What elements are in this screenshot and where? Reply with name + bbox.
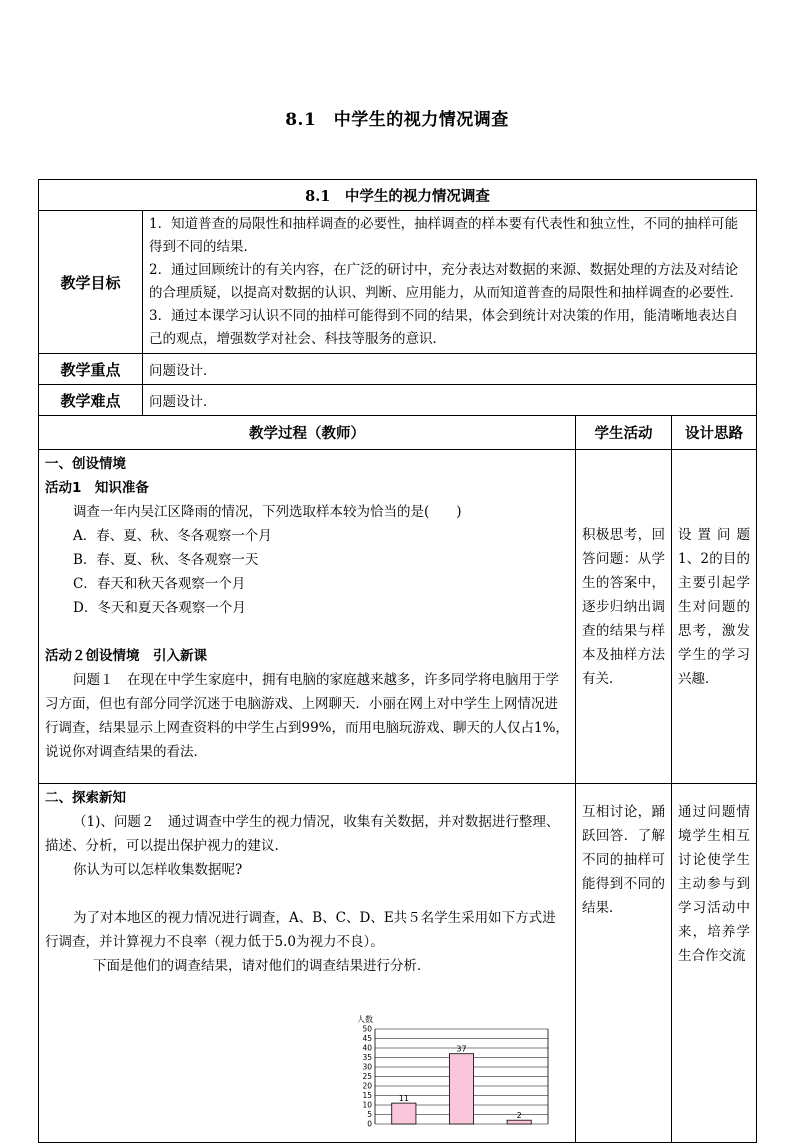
y-tick-label: 0 (367, 1119, 372, 1129)
objective-3: 3．通过本课学习认识不同的抽样可能得到不同的结果，体会到统计对决策的作用，能清晰地表达自己的观点，增强数学对社会、科技等服务的意识． (149, 308, 739, 347)
y-axis-label: 人数 (357, 1015, 373, 1024)
objectives-label: 教学目标 (39, 211, 143, 354)
bar-3 (507, 1120, 531, 1124)
y-tick-label: 25 (362, 1072, 372, 1081)
option-b: B．春、夏、秋、冬各观察一天 (73, 552, 259, 568)
data-label-3: 2 (516, 1111, 522, 1121)
data-label-1: 11 (398, 1094, 409, 1104)
activity2-title: 活动２创设情境 引入新课 (45, 648, 207, 664)
section1-design-idea: 设置问题1、2的目的主要引起学生对问题的思考，激发学生的学习兴趣． (672, 450, 757, 784)
y-tick-label: 5 (367, 1110, 372, 1119)
y-tick-label: 15 (362, 1091, 372, 1100)
objective-1: 1．知道普查的局限性和抽样调查的必要性，抽样调查的样本要有代表性和独立性，不同的抽样可能得到不同的结果． (149, 216, 739, 255)
section1-process-cell (39, 450, 576, 784)
section1-title: 一、创设情境 (45, 456, 126, 472)
activity1-question: 调查一年内吴江区降雨的情况，下列选取样本较为恰当的是( ) (73, 504, 462, 520)
difficulty-value: 问题设计． (143, 385, 757, 416)
y-tick-label: 20 (362, 1081, 372, 1091)
y-tick-label: 30 (362, 1062, 372, 1072)
objective-2: 2．通过回顾统计的有关内容，在广泛的研讨中，充分表达对数据的来源、数据处理的方法及对结论的合理质疑，以提高对数据的认识、判断、应用能力，从而知道普查的局限性和抽样调查的必要性． (149, 262, 743, 301)
y-tick-label: 35 (362, 1053, 372, 1062)
section1-student-activity: 积极思考，回答问题：从学生的答案中，逐步归纳出调查的结果与样本及抽样方法有关． (576, 450, 672, 784)
column-header-process: 教学过程（教师） (39, 416, 576, 450)
y-tick-label: 40 (362, 1043, 372, 1053)
y-tick-label: 10 (362, 1100, 372, 1110)
problem1-text: 问题１ 在现在中学生家庭中，拥有电脑的家庭越来越多，许多同学将电脑用于学习方面，但也有部分同学沉迷于电脑游戏、上网聊天．小丽在网上对中学生上网情况进行调查，结果显示上网查资料的中学生占到99%，而用电脑玩游戏、聊天的人仅占1%，说说你对调查结果的看法． (45, 672, 569, 760)
data-label-2: 37 (456, 1044, 467, 1054)
column-header-student: 学生活动 (576, 416, 672, 450)
key-point-value: 问题设计． (143, 354, 757, 385)
lesson-plan-table (38, 179, 757, 1143)
section2-process-cell (39, 784, 576, 1143)
section2-student-activity: 互相讨论，踊跃回答．了解不同的抽样可能得到不同的结果． (576, 784, 672, 1143)
section2-design-idea: 通过问题情境学生相互讨论使学生主动参与到学习活动中来，培养学生合作交流 (672, 784, 757, 1143)
table-header: 8.1 中学生的视力情况调查 (39, 180, 757, 211)
activity1-title: 活动1 知识准备 (45, 480, 149, 496)
collect-question: 你认为可以怎样收集数据呢? (73, 862, 243, 878)
survey-method-text: 为了对本地区的视力情况进行调查，A、B、C、D、E共５名学生采用如下方式进行调查，并计算视力不良率（视力低于5.0为视力不良）。 (45, 910, 556, 950)
bar-chart (345, 1014, 565, 1134)
bar-2 (449, 1054, 473, 1124)
objectives-cell (143, 211, 757, 354)
option-a: A．春、夏、秋、冬各观察一个月 (73, 528, 272, 544)
y-tick-label: 45 (362, 1034, 372, 1043)
bar-1 (392, 1103, 416, 1124)
survey-results-text: 下面是他们的调查结果，请对他们的调查结果进行分析． (93, 958, 431, 974)
option-c: C．春天和秋天各观察一个月 (73, 576, 246, 592)
option-d: D．冬天和夏天各观察一个月 (73, 600, 246, 616)
problem2-text: （1)、问题２ 通过调查中学生的视力情况，收集有关数据，并对数据进行整理、描述、分析，可以提出保护视力的建议. (45, 814, 560, 854)
key-point-label: 教学重点 (39, 354, 143, 385)
y-tick-label: 50 (362, 1024, 372, 1034)
section2-title: 二、探索新知 (45, 790, 126, 806)
page-title: 8.1 中学生的视力情况调查 (285, 110, 509, 130)
difficulty-label: 教学难点 (39, 385, 143, 416)
column-header-design: 设计思路 (672, 416, 757, 450)
